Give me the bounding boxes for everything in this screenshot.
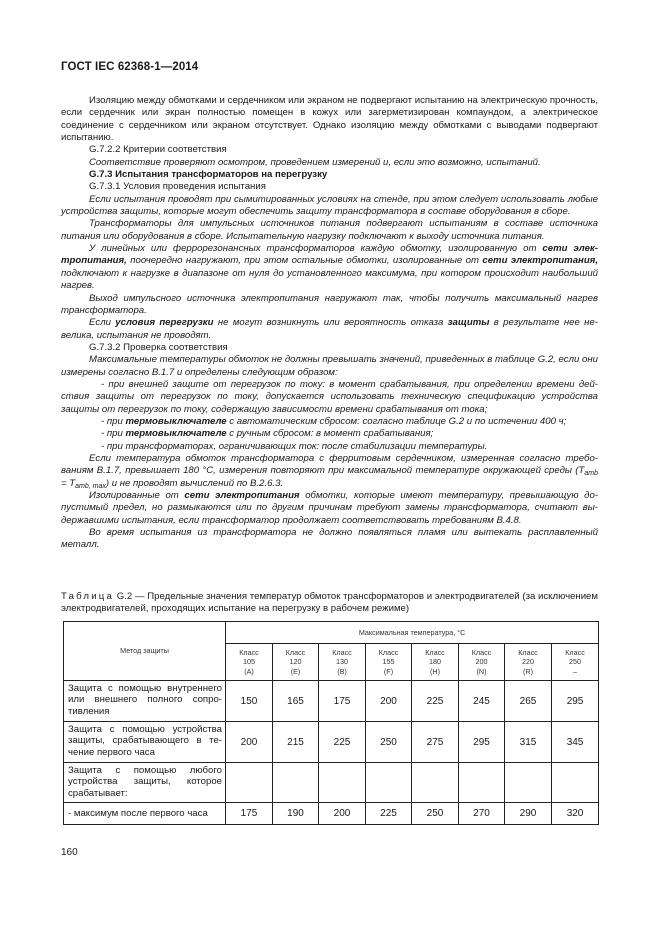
cell-value <box>273 763 319 803</box>
row-method: Защита с помощью любого устройства защиты, которое срабатывает: <box>64 763 226 803</box>
defined-term: сети электропитания <box>184 490 300 501</box>
list-item-manual-reset <box>61 428 598 440</box>
row-method: Защита с помощью устройства защиты, срабатывающего в течение первого часа <box>64 722 226 763</box>
table-row <box>64 803 599 825</box>
section-heading-g73: G.7.3 Испытания трансформаторов на перегрузку <box>89 169 328 181</box>
cell-value: 190 <box>273 803 319 825</box>
cell-value: 165 <box>273 681 319 722</box>
cell-value <box>552 763 599 803</box>
table-row <box>64 722 599 763</box>
row-method: - максимум после первого часа <box>64 803 226 825</box>
column-header-class: Класс 130 (B) <box>319 644 366 681</box>
table-row <box>64 763 599 803</box>
column-header-class: Класс 200 (N) <box>459 644 505 681</box>
paragraph-linear-transformers <box>61 243 598 292</box>
cell-value <box>505 763 552 803</box>
paragraph-insulation: Изоляцию между обмотками и сердечником или экраном не подвергают испытанию на электрическую прочность, если сердечник или экран полностью помещен в кожух или загерметизирован компаундом, а электрическое соединение с сердечником или экраном отсутствует. Однако изоляцию между обмотками с выводами подвергают испытанию. <box>61 95 598 144</box>
cell-value: 270 <box>459 803 505 825</box>
row-method: Защита с помощью внутреннего или внешнего полного сопротивления <box>64 681 226 722</box>
column-header-class: Класс 250 – <box>552 644 599 681</box>
cell-value: 245 <box>459 681 505 722</box>
cell-value: 345 <box>552 722 599 763</box>
table-row <box>64 681 599 722</box>
text-run: - при <box>101 428 126 440</box>
cell-value <box>226 763 273 803</box>
cell-value: 215 <box>273 722 319 763</box>
column-header-class: Класс 105 (A) <box>226 644 273 681</box>
column-header-class: Класс 155 (F) <box>366 644 412 681</box>
cell-value: 275 <box>412 722 459 763</box>
column-header-class: Класс 120 (E) <box>273 644 319 681</box>
paragraph-ferrite-core <box>61 453 598 490</box>
cell-value: 295 <box>552 681 599 722</box>
cell-value: 200 <box>226 722 273 763</box>
cell-value <box>412 763 459 803</box>
defined-term: сети электропитания, <box>61 243 598 267</box>
cell-value: 225 <box>366 803 412 825</box>
cell-value: 265 <box>505 681 552 722</box>
cell-value: 175 <box>319 681 366 722</box>
cell-value: 290 <box>505 803 552 825</box>
defined-term: термовыключателе <box>125 428 227 440</box>
text-run: У линейных или феррорезонансных трансформаторов каждую обмотку, изолированную от <box>89 243 543 255</box>
text-run: подключают к нагрузке в диапазоне от нуля до установленного максимума, при котором происходит наибольший нагрев. <box>61 267 598 292</box>
cell-value: 315 <box>505 722 552 763</box>
temperature-limits-table <box>63 621 599 825</box>
cell-value: 295 <box>459 722 505 763</box>
subsection-heading-g731: G.7.3.1 Условия проведения испытания <box>89 181 266 193</box>
text-run: обмотки, которые имеют температуру, превышающую допустимый предел, но размыкаются или по другим причинам требуют замены трансформатора, считают выдержавшими испытания, если трансформатор продолжает соответствовать требованиям B.4.8. <box>61 490 599 526</box>
paragraph-test-bench: Если испытания проводят при сымитированных условиях на стенде, при этом следует использовать любые устройства защиты, которые могут обеспечить защиту трансформатора в составе оборудования в сборе. <box>61 193 598 218</box>
paragraph-compliance: Соответствие проверяют осмотром, проведением измерений и, если это возможно, испытаний. <box>89 156 541 168</box>
table-caption <box>61 591 598 616</box>
document-header: ГОСТ IEC 62368-1—2014 <box>61 61 199 73</box>
defined-term: термовыключателе <box>125 415 227 427</box>
document-body <box>61 95 598 552</box>
paragraph-max-temperatures: Максимальные температуры обмоток не должны превышать значений, приведенных в таблице G.2, если они измерены согласно B.1.7 и определены следующим образом: <box>61 354 598 378</box>
cell-value: 175 <box>226 803 273 825</box>
page-number: 160 <box>61 847 78 858</box>
cell-value: 250 <box>412 803 459 825</box>
cell-value: 200 <box>319 803 366 825</box>
symbol-t: T <box>578 465 585 477</box>
text-run: Если <box>89 317 116 329</box>
defined-term: защиты <box>447 317 490 329</box>
paragraph-overload-conditions <box>61 317 598 342</box>
cell-value: 200 <box>366 681 412 722</box>
cell-value: 250 <box>366 722 412 763</box>
cell-value: 320 <box>552 803 599 825</box>
text-run: Изолированные от <box>89 490 185 501</box>
paragraph-isolated-windings <box>61 490 598 527</box>
subscript: amb <box>584 470 598 478</box>
paragraph-switching-transformers: Трансформаторы для импульсных источников питания подвергают испытаниям в составе источника питания или оборудования в сборе. Испытательную нагрузку подключают к выходу источника питания. <box>61 218 598 242</box>
subscript: amb, max <box>75 482 106 490</box>
text-run: ) и не проводят вычислений по B.2.6.3. <box>105 477 284 489</box>
table-label: Таблица <box>61 591 115 602</box>
list-item-auto-reset <box>61 416 598 428</box>
text-run: с автоматическим сбросом: согласно таблице G.2 и по истечении 400 ч; <box>226 415 567 427</box>
column-header-method: Метод защиты <box>64 622 226 681</box>
text-run: = <box>61 477 70 489</box>
paragraph-flame: Во время испытания из трансформатора не должно появляться пламя или вытекать расплавленный металл. <box>61 527 598 551</box>
table-title: G.2 — Предельные значения температур обмоток трансформаторов и электродвигателей (за исключением электродвигателей, проходящих испытание на перегрузку в рабочем режиме) <box>61 591 598 615</box>
subsection-heading-g732: G.7.3.2 Проверка соответствия <box>89 341 228 353</box>
defined-term: сети электропитания, <box>482 255 598 267</box>
cell-value: 225 <box>319 722 366 763</box>
cell-value <box>366 763 412 803</box>
list-item-external-protection: - при внешней защите от перегрузок по току: в момент срабатывания, при определении времени действия защиты от перегрузок по току, допускается использовать техническую спецификацию устройства защиты от перегрузок по току, содержащую зависимости времени срабатывания от тока; <box>61 378 598 415</box>
cell-value <box>459 763 505 803</box>
text-run: с ручным сбросом: в момент срабатывания; <box>226 428 434 440</box>
column-header-class: Класс 180 (H) <box>412 644 459 681</box>
text-run: - при <box>101 415 126 427</box>
text-run: в результате нее невелика, испытания не проводят. <box>61 317 598 341</box>
text-run: поочередно нагружают, при этом остальные обмотки, изолированные от <box>126 255 483 267</box>
text-run: Если температура обмоток трансформатора с ферритовым сердечником, измеренная согласно требованиям B.1.7, превышает 180 °С, измерения повторяют при максимальной температуре окружающей среды ( <box>61 452 598 477</box>
cell-value <box>319 763 366 803</box>
column-group-header: Максимальная температура, °С <box>226 622 599 644</box>
defined-term: условия перегрузки <box>115 317 214 329</box>
subsection-heading-g722: G.7.2.2 Критерии соответствия <box>89 144 227 156</box>
list-item-current-limiting: - при трансформаторах, ограничивающих ток: после стабилизации температуры. <box>101 440 488 452</box>
cell-value: 225 <box>412 681 459 722</box>
symbol-t: T <box>69 477 76 489</box>
column-header-class: Класс 220 (R) <box>505 644 552 681</box>
text-run: не могут возникнуть или вероятность отказа <box>213 317 448 329</box>
cell-value: 150 <box>226 681 273 722</box>
paragraph-switching-output: Выход импульсного источника электропитания нагружают так, чтобы получить максимальный нагрев трансформатора. <box>61 292 598 316</box>
